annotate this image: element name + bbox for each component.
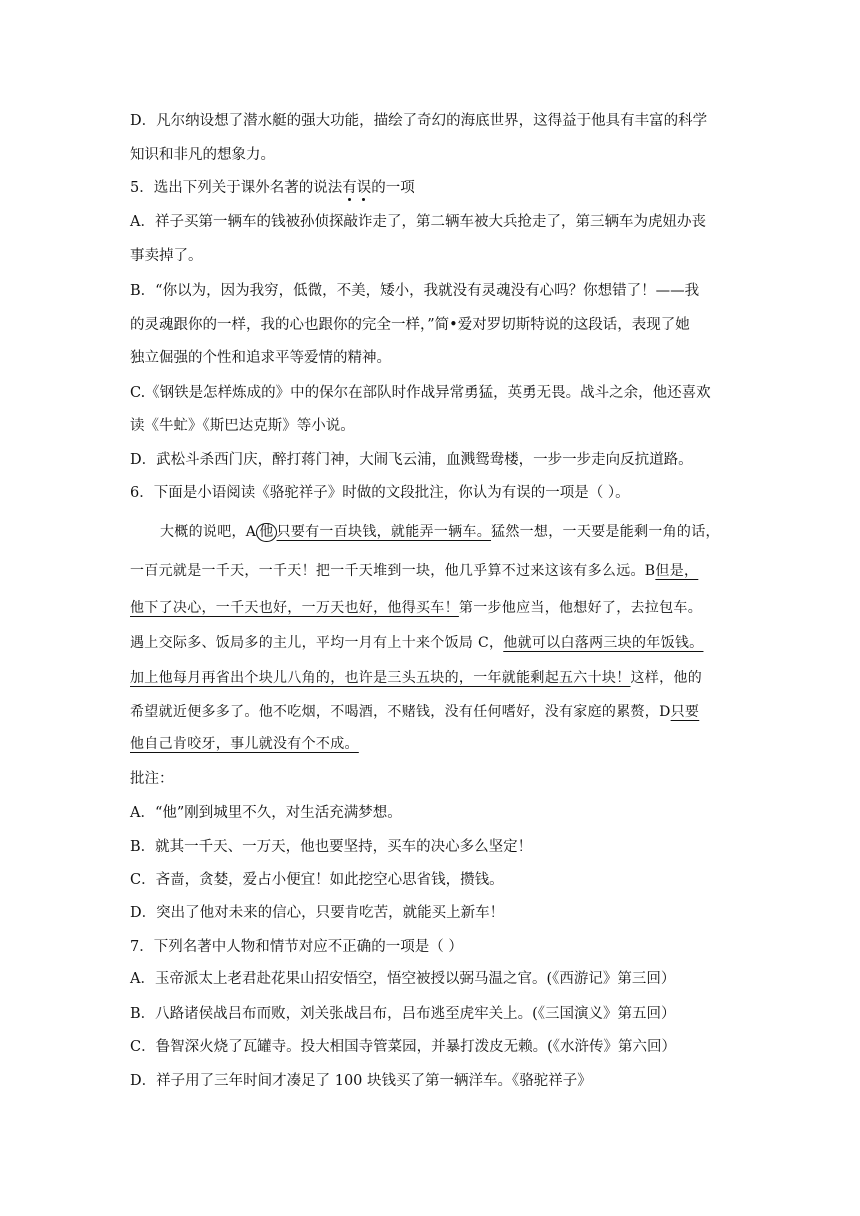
- passage-text: 这样，他的: [630, 670, 702, 686]
- q7-option-b: B．八路诸侯战吕布而败，刘关张战吕布，吕布逃至虎牢关上。(《三国演义》第五回）: [130, 1006, 676, 1022]
- passage-line-3: [130, 598, 702, 618]
- q5-stem-text-end: 的一项: [371, 180, 415, 196]
- passage-text: 猛然一想，一天要是能剩一角的话，: [491, 524, 720, 540]
- q7-option-c: C．鲁智深火烧了瓦罐寺。投大相国寺管菜园，并暴打泼皮无赖。(《水浒传》第六回）: [130, 1039, 676, 1055]
- q5-option-a-line2: 事卖掉了。: [130, 248, 203, 264]
- passage-text: 一百元就是一千天，一千天！把一千天堆到一块，他几乎算不过来这该有多么远。B: [130, 563, 656, 579]
- passage-text: 第一步他应当，他想好了，去拉包车。: [458, 600, 703, 616]
- q7-stem: 7．下列名著中人物和情节对应不正确的一项是（ ）: [130, 939, 463, 955]
- passage-line-6: [130, 702, 699, 722]
- q5-option-b-line1: B．“你以为，因为我穷，低微，不美，矮小，我就没有灵魂没有心吗？你想错了！——我: [130, 283, 700, 299]
- passage-text: 大概的说吧，A: [160, 524, 257, 540]
- underlined-sentence-b-start: 但是，: [655, 563, 699, 579]
- passage-line-1: [160, 522, 720, 542]
- emphasis-dot-char: 有: [342, 180, 357, 196]
- underlined-sentence-d-start: 只要: [670, 704, 700, 720]
- passage-line-5: [130, 668, 702, 688]
- q5-option-b-line3: 独立倔强的个性和追求平等爱情的精神。: [130, 350, 391, 366]
- passage-line-4: [130, 633, 703, 653]
- q7-option-a: A．玉帝派太上老君赴花果山招安悟空，悟空被授以弼马温之官。(《西游记》第三回）: [130, 971, 676, 987]
- emphasis-dot-char: 误: [356, 180, 372, 196]
- q6-option-c: C．吝啬，贪婪，爱占小便宜！如此挖空心思省钱，攒钱。: [130, 872, 504, 888]
- underlined-sentence-d: 他自己肯咬牙，事儿就没有个不成。: [130, 736, 359, 752]
- q5-option-d-line1: D．武松斗杀西门庆，醉打蒋门神，大闹飞云浦，血溅鸳鸯楼，一步一步走向反抗道路。: [130, 452, 693, 468]
- q4-option-d-line2: 知识和非凡的想象力。: [130, 147, 275, 163]
- underlined-sentence-c: 他就可以白落两三块的年饭钱。: [503, 635, 704, 651]
- q5-stem-text: 5．选出下列关于课外名著的说法: [130, 180, 343, 196]
- underlined-sentence-a: 只要有一百块钱，就能弄一辆车。: [276, 524, 492, 540]
- q7-option-d: D．祥子用了三年时间才凑足了 100 块钱买了第一辆洋车。《骆驼祥子》: [130, 1073, 592, 1089]
- q4-option-d-line1: D．凡尔纳设想了潜水艇的强大功能，描绘了奇幻的海底世界，这得益于他具有丰富的科学: [130, 113, 708, 129]
- circled-character: 他: [256, 523, 276, 542]
- underlined-sentence-c-cont: 加上他每月再省出个块儿八角的，也许是三头五块的，一年就能剩起五六十块！: [130, 670, 631, 686]
- q5-option-a-line1: A．祥子买第一辆车的钱被孙侦探敲诈走了，第二辆车被大兵抢走了，第三辆车为虎妞办丧: [130, 214, 706, 230]
- passage-line-2: [130, 561, 698, 581]
- q5-stem: [130, 178, 415, 198]
- passage-line-7: [130, 734, 359, 754]
- q5-option-c-line1: C.《钢铁是怎样炼成的》中的保尔在部队时作战异常勇猛，英勇无畏。战斗之余，他还喜欢: [130, 385, 711, 401]
- annotation-label: 批注：: [130, 771, 174, 787]
- q6-stem: 6．下面是小语阅读《骆驼祥子》时做的文段批注，你认为有误的一项是（ ）。: [130, 485, 630, 501]
- q6-option-a: A．“他”刚到城里不久，对生活充满梦想。: [130, 805, 402, 821]
- underlined-sentence-b: 他下了决心，一千天也好，一万天也好，他得买车！: [130, 600, 459, 616]
- q6-option-b: B．就其一千天、一万天，他也要坚持，买车的决心多么坚定！: [130, 839, 533, 855]
- passage-text: 希望就近便多多了。他不吃烟，不喝酒，不赌钱，没有任何嗜好，没有家庭的累赘，D: [130, 704, 671, 720]
- q6-option-d: D．突出了他对未来的信心，只要肯吃苦，就能买上新车！: [130, 905, 505, 921]
- q5-option-c-line2: 读《牛虻》《斯巴达克斯》等小说。: [130, 418, 355, 434]
- q5-option-b-line2: 的灵魂跟你的一样，我的心也跟你的完全一样，”简•爱对罗切斯特说的这段话，表现了她: [130, 317, 690, 333]
- passage-text: 遇上交际多、饭局多的主儿，平均一月有上十来个饭局 C，: [130, 635, 504, 651]
